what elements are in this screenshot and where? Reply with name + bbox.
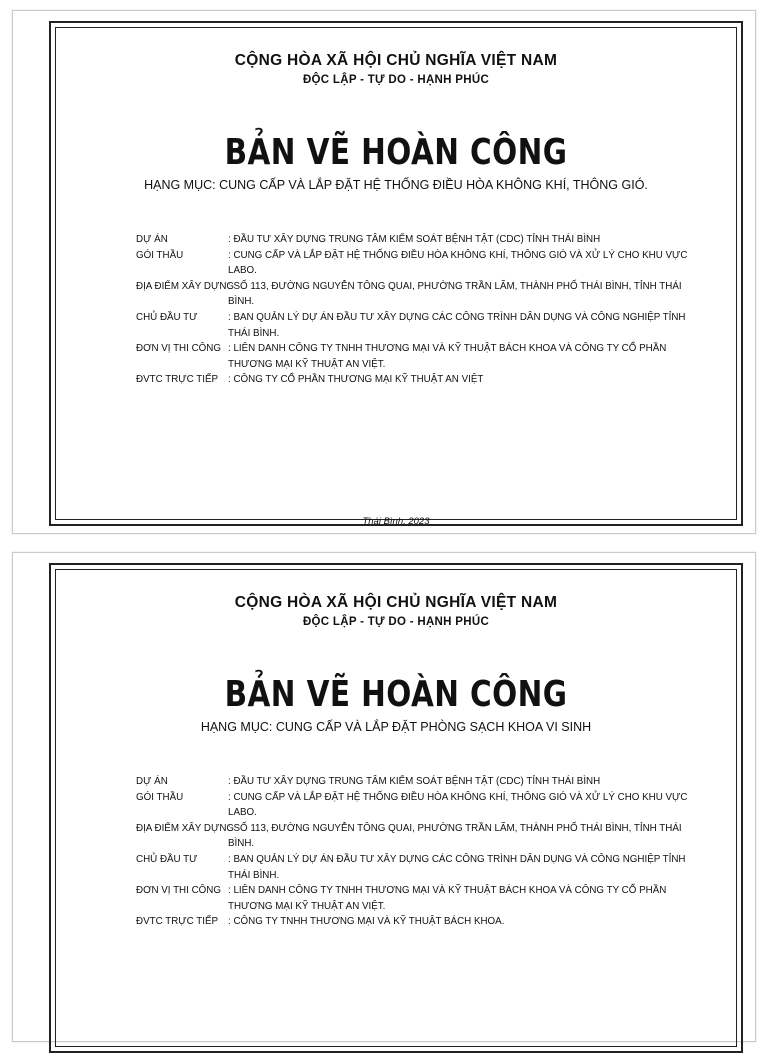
info-value: : SỐ 113, ĐƯỜNG NGUYỄN TÔNG QUAI, PHƯỜNG TRẦN LÃM, THÀNH PHỐ THÁI BÌNH, TỈNH THÁI BÌNH.: [228, 822, 682, 850]
info-label: ĐVTC TRỰC TIẾP: [136, 374, 219, 386]
document-page-1: [12, 10, 756, 534]
document-page-2: [12, 552, 756, 1042]
info-value: : ĐẦU TƯ XÂY DỰNG TRUNG TÂM KIỂM SOÁT BỆNH TẬT (CDC) TỈNH THÁI BÌNH: [228, 234, 601, 245]
motto-heading: ĐỘC LẬP - TỰ DO - HẠNH PHÚC: [302, 74, 490, 86]
drawing-title: BẢN VẼ HOÀN CÔNG: [224, 132, 568, 173]
info-label: CHỦ ĐẦU TƯ: [136, 853, 198, 865]
info-row-contractor: [136, 883, 706, 914]
info-row-package: [136, 248, 706, 279]
info-value: : BAN QUẢN LÝ DỰ ÁN ĐẦU TƯ XÂY DỰNG CÁC CÔNG TRÌNH DÂN DỤNG VÀ CÔNG NGHIỆP TỈNH THÁI BÌNH.: [228, 311, 686, 339]
info-label: GÓI THẦU: [136, 249, 184, 261]
drawing-frame: [49, 21, 743, 526]
info-label: ĐVTC TRỰC TIẾP: [136, 916, 219, 928]
info-value: : SỐ 113, ĐƯỜNG NGUYỄN TÔNG QUAI, PHƯỜNG TRẦN LÃM, THÀNH PHỐ THÁI BÌNH, TỈNH THÁI BÌNH.: [228, 280, 682, 308]
place-date-footer: Thái Bình, 2023: [362, 516, 430, 527]
info-value: : CUNG CẤP VÀ LẮP ĐẶT HỆ THỐNG ĐIỀU HÒA KHÔNG KHÍ, THÔNG GIÓ VÀ XỬ LÝ CHO KHU VỰC LABO.: [228, 791, 688, 819]
drawing-frame-inner: [55, 27, 737, 527]
info-value: : CÔNG TY TNHH THƯƠNG MẠI VÀ KỸ THUẬT BÁCH KHOA.: [228, 916, 505, 928]
drawing-subtitle: HẠNG MỤC: CUNG CẤP VÀ LẮP ĐẶT PHÒNG SẠCH KHOA VI SINH: [200, 720, 592, 734]
republic-heading: CỘNG HÒA XÃ HỘI CHỦ NGHĨA VIỆT NAM: [234, 594, 558, 611]
info-row-location: [136, 279, 706, 310]
info-label: CHỦ ĐẦU TƯ: [136, 311, 198, 323]
info-value: : ĐẦU TƯ XÂY DỰNG TRUNG TÂM KIỂM SOÁT BỆNH TẬT (CDC) TỈNH THÁI BÌNH: [228, 776, 601, 787]
info-label: ĐỊA ĐIỂM XÂY DỰNG: [136, 822, 235, 834]
info-value: : CÔNG TY CỔ PHẦN THƯƠNG MẠI KỸ THUẬT AN VIỆT: [228, 374, 484, 386]
info-row-package: [136, 790, 706, 821]
info-row-contractor: [136, 341, 706, 372]
info-label: ĐƠN VỊ THI CÔNG: [136, 343, 221, 355]
info-row-investor: [136, 310, 706, 341]
info-row-project: [136, 774, 706, 790]
info-row-project: [136, 232, 706, 248]
info-label: ĐƠN VỊ THI CÔNG: [136, 885, 221, 897]
info-label: GÓI THẦU: [136, 791, 184, 803]
info-row-direct-contractor: [136, 372, 706, 388]
info-value: : LIÊN DANH CÔNG TY TNHH THƯƠNG MẠI VÀ KỸ THUẬT BÁCH KHOA VÀ CÔNG TY CỔ PHẦN THƯƠNG MẠI KỸ THUẬT AN VIỆT.: [228, 343, 667, 370]
project-info-block: [136, 774, 706, 930]
motto-heading: ĐỘC LẬP - TỰ DO - HẠNH PHÚC: [302, 616, 490, 628]
drawing-title: BẢN VẼ HOÀN CÔNG: [224, 674, 568, 715]
info-value: : LIÊN DANH CÔNG TY TNHH THƯƠNG MẠI VÀ KỸ THUẬT BÁCH KHOA VÀ CÔNG TY CỔ PHẦN THƯƠNG MẠI KỸ THUẬT AN VIỆT.: [228, 885, 667, 912]
drawing-frame: [49, 563, 743, 1053]
info-label: ĐỊA ĐIỂM XÂY DỰNG: [136, 280, 235, 292]
info-value: : BAN QUẢN LÝ DỰ ÁN ĐẦU TƯ XÂY DỰNG CÁC CÔNG TRÌNH DÂN DỤNG VÀ CÔNG NGHIỆP TỈNH THÁI BÌNH.: [228, 853, 686, 881]
drawing-frame-inner: [55, 569, 737, 1047]
project-info-block: [136, 232, 706, 388]
info-row-investor: [136, 852, 706, 883]
republic-heading: CỘNG HÒA XÃ HỘI CHỦ NGHĨA VIỆT NAM: [234, 52, 558, 69]
info-label: DỰ ÁN: [136, 776, 168, 787]
info-label: DỰ ÁN: [136, 234, 168, 245]
info-row-location: [136, 821, 706, 852]
drawing-subtitle: HẠNG MỤC: CUNG CẤP VÀ LẮP ĐẶT HỆ THỐNG ĐIỀU HÒA KHÔNG KHÍ, THÔNG GIÓ.: [144, 178, 648, 192]
info-row-direct-contractor: [136, 914, 706, 930]
info-value: : CUNG CẤP VÀ LẮP ĐẶT HỆ THỐNG ĐIỀU HÒA KHÔNG KHÍ, THÔNG GIÓ VÀ XỬ LÝ CHO KHU VỰC LABO.: [228, 249, 688, 277]
